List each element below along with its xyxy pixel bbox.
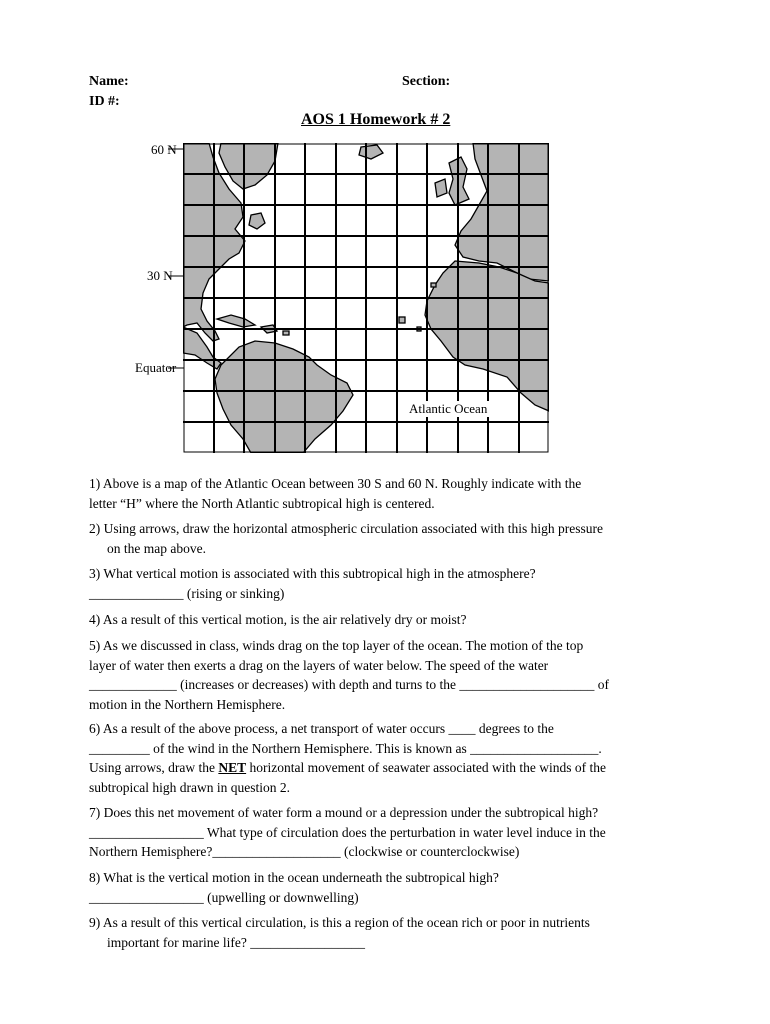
q5-line: _____________ (increases or decreases) with depth and turns to the ____________________ of [89, 677, 610, 692]
q7-line: 7) Does this net movement of water form a mound or a depression under the subtropical high? [89, 805, 599, 820]
question-8 [89, 868, 674, 907]
q3-line: ______________ (rising or sinking) [89, 585, 285, 601]
section-label: Section: [402, 74, 451, 89]
question-3 [89, 564, 674, 603]
canary-islands [431, 283, 436, 287]
net-emphasis: NET [218, 760, 247, 775]
latitude-30n-label: 30 N [147, 268, 173, 283]
name-label: Name: [89, 74, 129, 89]
question-9 [89, 913, 674, 952]
q1-line: letter “H” where the North Atlantic subtropical high is centered. [89, 495, 435, 511]
latitude-ticks [168, 140, 188, 380]
id-label: ID #: [89, 94, 120, 109]
question-5 [89, 636, 674, 714]
question-1 [89, 474, 674, 513]
q6-text-a: Using arrows, draw the [89, 760, 219, 775]
q8-line: 8) What is the vertical motion in the ocean underneath the subtropical high? [89, 870, 499, 885]
q7-line: _________________ What type of circulation does the perturbation in water level induce in the [89, 824, 606, 840]
question-4 [89, 610, 674, 630]
q1-line: 1) Above is a map of the Atlantic Ocean between 30 S and 60 N. Roughly indicate with the [89, 476, 582, 491]
equator-label: Equator [135, 360, 177, 375]
azores [399, 317, 405, 323]
q3-line: 3) What vertical motion is associated with this subtropical high in the atmosphere? [89, 566, 536, 581]
q8-line: _________________ (upwelling or downwelling) [89, 889, 359, 905]
q7-line: Northern Hemisphere?___________________ (clockwise or counterclockwise) [89, 844, 520, 859]
q6-line: 6) As a result of the above process, a net transport of water occurs ____ degrees to the [89, 721, 554, 736]
q6-text-b: horizontal movement of seawater associated with the winds of the [246, 760, 607, 775]
question-6 [89, 719, 674, 797]
q9-line: 9) As a result of this vertical circulation, is this a region of the ocean rich or poor in nutrients [89, 915, 590, 930]
q5-line: layer of water then exerts a drag on the layers of water below. The speed of the water [89, 657, 549, 673]
question-7 [89, 803, 674, 862]
q2-line: 2) Using arrows, draw the horizontal atmospheric circulation associated with this high pressure [89, 521, 603, 536]
atlantic-ocean-map [183, 143, 549, 453]
q6-line: _________ of the wind in the Northern Hemisphere. This is known as ___________________. [89, 740, 602, 756]
latitude-60n-label: 60 N [151, 142, 177, 157]
q5-line: 5) As we discussed in class, winds drag on the top layer of the ocean. The motion of the top [89, 638, 584, 653]
q2-line: on the map above. [107, 540, 206, 556]
page-title: AOS 1 Homework # 2 [301, 111, 451, 128]
question-2 [89, 519, 674, 558]
ireland [435, 179, 447, 197]
atlantic-ocean-label: Atlantic Ocean [409, 401, 488, 416]
q6-line [89, 758, 674, 778]
q5-line: motion in the Northern Hemisphere. [89, 696, 286, 712]
q9-line: important for marine life? _________________ [107, 934, 365, 950]
q4-line: 4) As a result of this vertical motion, is the air relatively dry or moist? [89, 612, 467, 627]
q6-line: subtropical high drawn in question 2. [89, 779, 290, 795]
puerto-rico [283, 331, 289, 335]
